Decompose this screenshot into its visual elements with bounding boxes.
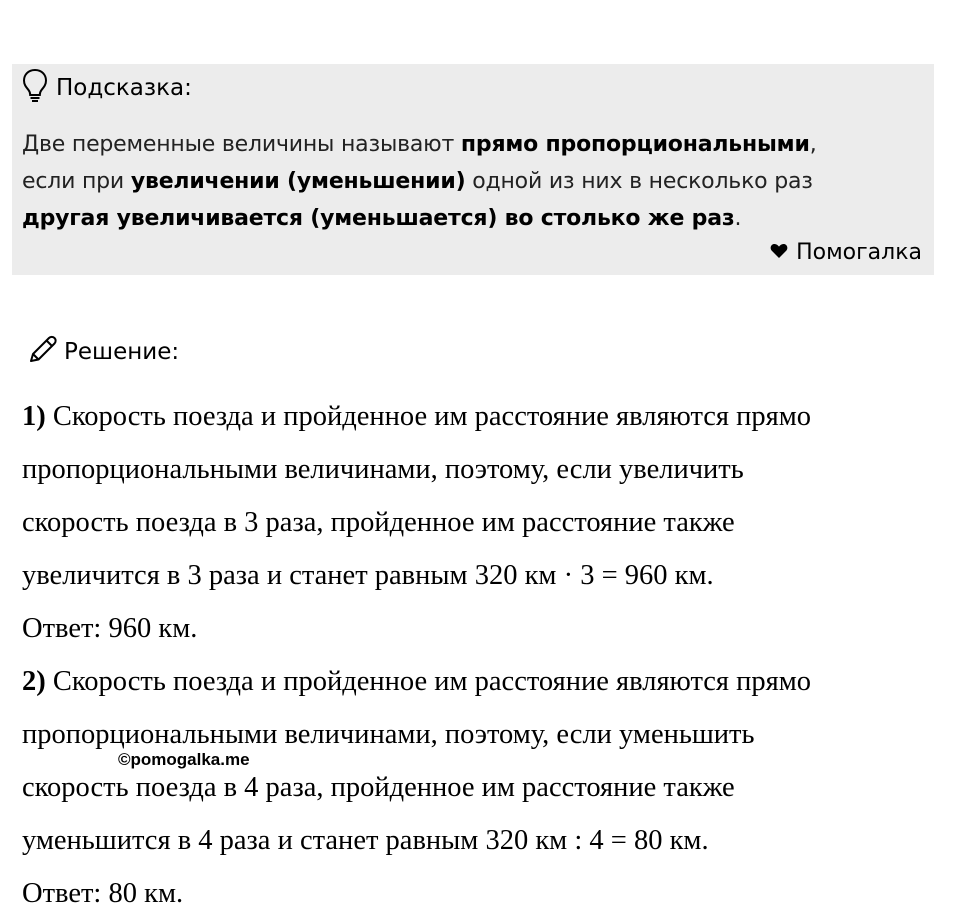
hint-text [22, 126, 922, 237]
hint-header [22, 72, 192, 104]
lightbulb-icon [22, 68, 56, 108]
hint-title: Подсказка: [56, 75, 192, 101]
hint-term: прямо пропорциональными [460, 132, 810, 157]
hint-term: другая увеличивается (уменьшается) во столько же раз [22, 206, 735, 231]
hint-box [12, 64, 934, 275]
item-number: 2) [22, 666, 46, 697]
heart-icon [770, 240, 796, 265]
hint-text-part: одной из них в несколько раз [465, 169, 813, 194]
solution-text: Скорость поезда и пройденное им расстояние являются прямо [45, 666, 812, 697]
answer-line: Ответ: 960 км. [22, 613, 198, 644]
solution-header [28, 335, 179, 369]
solution-line: пропорциональными величинами, поэтому, если увеличить [22, 454, 744, 485]
brand-label [770, 240, 922, 265]
item-number: 1) [22, 401, 46, 432]
hint-text-part: Две переменные величины называют [22, 132, 461, 157]
hint-text-part: . [734, 206, 742, 231]
solution-text: Скорость поезда и пройденное им расстояние являются прямо [45, 401, 812, 432]
hint-text-part: если при [22, 169, 131, 194]
solution-line: скорость поезда в 4 раза, пройденное им расстояние также [22, 772, 735, 803]
answer-line: Ответ: 80 км. [22, 878, 184, 909]
watermark: ©pomogalka.me [118, 750, 250, 769]
solution-line: скорость поезда в 3 раза, пройденное им расстояние также [22, 507, 735, 538]
solution-line: увеличится в 3 раза и станет равным 320 км · 3 = 960 км. [22, 560, 714, 591]
solution-line [22, 655, 942, 708]
pencil-icon [28, 334, 64, 370]
hint-term: увеличении (уменьшении) [130, 169, 466, 194]
brand-name: Помогалка [796, 240, 922, 265]
solution-title: Решение: [64, 339, 180, 365]
solution-body [22, 390, 942, 920]
hint-text-part: , [809, 132, 817, 157]
solution-line [22, 390, 942, 443]
solution-line: уменьшится в 4 раза и станет равным 320 км : 4 = 80 км. [22, 825, 709, 856]
solution-line: пропорциональными величинами, поэтому, если уменьшить [22, 719, 755, 750]
